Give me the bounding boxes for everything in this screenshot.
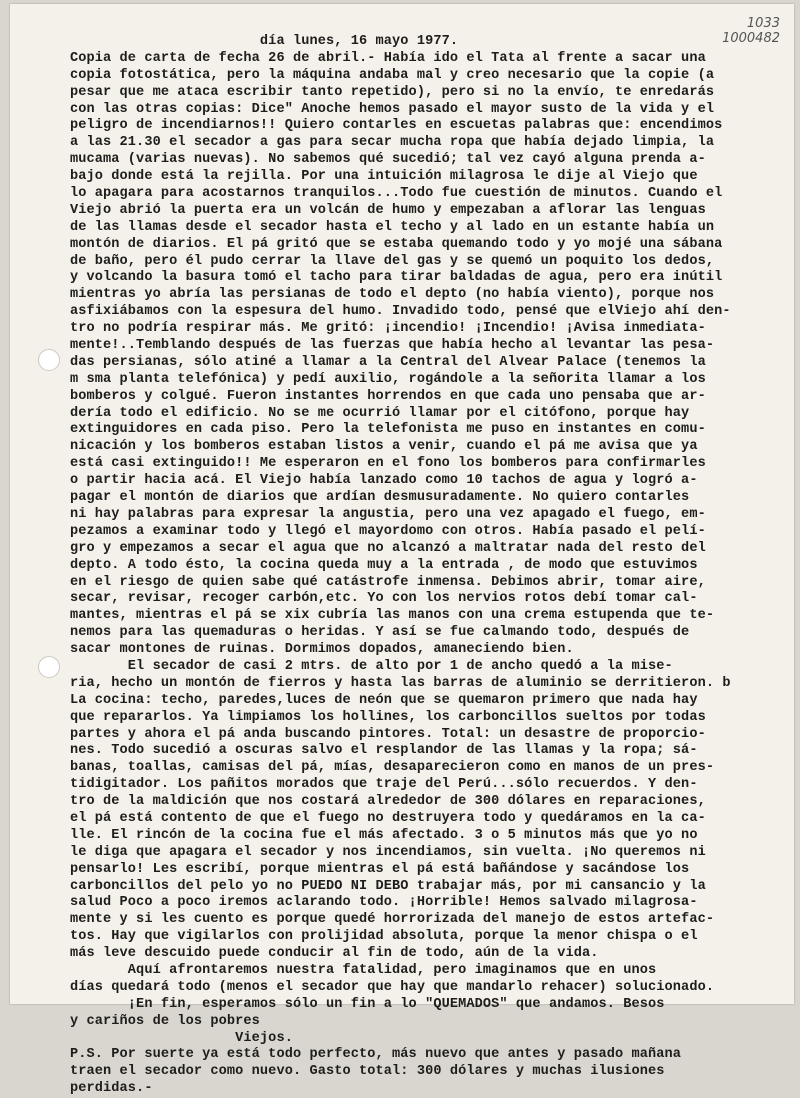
letter-line: y volcando la basura tomó el tacho para tirar baldadas de agua, pero era inútil [70, 270, 723, 286]
letter-line: sacar montones de ruinas. Dormimos dopados, amaneciendo bien. [70, 642, 574, 658]
letter-line: dería todo el edificio. No se me ocurrió llamar por el citófono, porque hay [70, 405, 690, 421]
letter-line: asfixiábamos con la espesura del humo. Invadido todo, pensé que elViejo ahí den- [70, 304, 731, 320]
letter-line: y cariños de los pobres [70, 1013, 260, 1029]
letter-line: en el riesgo de quien sabe qué catástrofe inmensa. Debimos abrir, tomar aire, [70, 574, 706, 590]
letter-line: bomberos y colgué. Fueron instantes horrendos en que cada uno pensaba que ar- [70, 388, 706, 404]
letter-line: El secador de casi 2 mtrs. de alto por 1 de ancho quedó a la mise- [70, 658, 673, 674]
letter-line: P.S. Por suerte ya está todo perfecto, más nuevo que antes y pasado mañana [70, 1047, 682, 1063]
letter-line: La cocina: techo, paredes,luces de neón que se quemaron primero que nada hay [70, 692, 698, 708]
letter-line: o partir hacia acá. El Viejo había lanzado como 10 tachos de agua y logró a- [70, 473, 698, 489]
letter-line: nicación y los bomberos estaban listos a venir, cuando el pá me avisa que ya [70, 439, 698, 455]
letter-line: el pá está contento de que el fuego no destruyera todo y quedáramos en la ca- [70, 810, 706, 826]
letter-line: tos. Hay que vigilarlos con prolijidad absoluta, porque la menor chispa o el [70, 929, 698, 945]
letter-line: días quedará todo (menos el secador que hay que mandarlo rehacer) solucionado. [70, 979, 715, 995]
letter-line: secar, revisar, recoger carbón,etc. Yo con los nervios rotos debí tomar cal- [70, 591, 698, 607]
letter-line: Viejo abrió la puerta era un volcán de humo y empezaban a aflorar las lenguas [70, 202, 706, 218]
letter-line: está casi extinguido!! Me esperaron en el fono los bomberos para confirmarles [70, 456, 706, 472]
letter-line: tidigitador. Los pañitos morados que traje del Perú...sólo recuerdos. Y den- [70, 777, 698, 793]
letter-line: perdidas.- [70, 1081, 153, 1097]
letter-line: partes y ahora el pá anda buscando pintores. Total: un desastre de proporcio- [70, 726, 706, 742]
letter-line: de baño, pero él pudo cerrar la llave del gas y se quemó un poquito los dedos, [70, 253, 715, 269]
letter-line: das persianas, sólo atiné a llamar a la Central del Alvear Palace (tenemos la [70, 354, 706, 370]
letter-line: le diga que apagara el secador y nos incendiamos, sin vuelta. ¡No queremos ni [70, 844, 706, 860]
letter-line: gro y empezamos a secar el agua que no alcanzó a maltratar nada del resto del [70, 540, 706, 556]
letter-line: día lunes, 16 mayo 1977. [70, 34, 459, 49]
letter-line: salud Poco a poco iremos aclarando todo. ¡Horrible! Hemos salvado milagrosa- [70, 895, 698, 911]
letter-line: nes. Todo sucedió a oscuras salvo el resplandor de las llamas y la ropa; sá- [70, 743, 698, 759]
letter-line: mientras yo abría las persianas de todo el depto (no había viento), porque nos [70, 287, 715, 303]
letter-line: ¡En fin, esperamos sólo un fin a lo "QUEMADOS" que andamos. Besos [70, 996, 665, 1012]
letter-line: pensarlo! Les escribí, porque mientras el pá está bañándose y sacándose los [70, 861, 690, 877]
letter-line: m sma planta telefónica) y pedí auxilio, rogándole a la señorita llamar a los [70, 371, 706, 387]
letter-body [70, 34, 790, 1098]
letter-line: tro no podría respirar más. Me gritó: ¡incendio! ¡Incendio! ¡Avisa inmediata- [70, 321, 706, 337]
letter-line: bajo donde está la rejilla. Por una intuición milagrosa le dije al Viejo que [70, 169, 698, 185]
letter-line: pezamos a examinar todo y llegó el mayordomo con otros. Había pasado el pelí- [70, 523, 706, 539]
letter-line: traen el secador como nuevo. Gasto total: 300 dólares y muchas ilusiones [70, 1064, 665, 1080]
letter-line: pesar que me ataca escribir tanto repetido), pero si no la envío, te enredarás [70, 84, 715, 100]
letter-line: ni hay palabras para expresar la angustia, pero una vez apagado el fuego, em- [70, 506, 706, 522]
letter-line: más leve descuido puede conducir al fin de todo, aún de la vida. [70, 946, 599, 962]
letter-line: mente y si les cuento es porque quedé horrorizada del manejo de estos artefac- [70, 912, 715, 928]
letter-line: lo apagara para acostarnos tranquilos...Todo fue cuestión de minutos. Cuando el [70, 186, 723, 202]
letter-line: de las llamas desde el secador hasta el techo y al lado en un estante había un [70, 219, 715, 235]
letter-line: con las otras copias: Dice" Anoche hemos pasado el mayor susto de la vida y el [70, 101, 715, 117]
letter-line: nemos para las quemaduras o heridas. Y así se fue calmando todo, después de [70, 625, 690, 641]
letter-line: ria, hecho un montón de fierros y hasta las barras de aluminio se derritieron. b [70, 675, 731, 691]
letter-line: tro de la maldición que nos costará alrededor de 300 dólares en reparaciones, [70, 794, 706, 810]
letter-line: depto. A todo ésto, la cocina queda muy a la entrada , de modo que estuvimos [70, 557, 698, 573]
letter-line: a las 21.30 el secador a gas para secar mucha ropa que había dejado limpia, la [70, 135, 715, 151]
letter-line: mantes, mientras el pá se xix cubría las manos con una crema estupenda que te- [70, 608, 715, 624]
letter-line: carboncillos del pelo yo no PUEDO NI DEBO trabajar más, por mi cansancio y la [70, 878, 706, 894]
letter-line: Viejos. [70, 1030, 293, 1046]
punch-hole [38, 349, 60, 371]
letter-line: lle. El rincón de la cocina fue el más afectado. 3 o 5 minutos más que yo no [70, 827, 698, 843]
letter-line: Copia de carta de fecha 26 de abril.- Había ido el Tata al frente a sacar una [70, 50, 706, 66]
archive-number: 1033 [746, 16, 780, 31]
letter-line: mente!..Temblando después de las fuerzas que había hecho al levantar las pesa- [70, 338, 715, 354]
letter-line: banas, toallas, camisas del pá, mías, desaparecieron como en manos de un pres- [70, 760, 715, 776]
letter-line: Aquí afrontaremos nuestra fatalidad, pero imaginamos que en unos [70, 962, 657, 978]
letter-page [10, 4, 794, 1097]
letter-line: extinguidores en cada piso. Pero la telefonista me puso en instantes en comu- [70, 422, 706, 438]
punch-hole [38, 656, 60, 678]
letter-line: peligro de incendiarnos!! Quiero contarles en escuetas palabras que: encendimos [70, 118, 723, 134]
letter-line: que repararlos. Ya limpiamos los hollines, los carboncillos sueltos por todas [70, 709, 706, 725]
letter-line: copia fotostática, pero la máquina andaba mal y creo necesario que la copie (a [70, 67, 715, 83]
letter-line: mucama (varias nuevas). No sabemos qué sucedió; tal vez cayó alguna prenda a- [70, 152, 706, 168]
archive-code: 1000482 [722, 31, 780, 46]
letter-line: pagar el montón de diarios que ardían desmusuradamente. No quiero contarles [70, 490, 690, 506]
letter-line: montón de diarios. El pá gritó que se estaba quemando todo y yo mojé una sábana [70, 236, 723, 252]
